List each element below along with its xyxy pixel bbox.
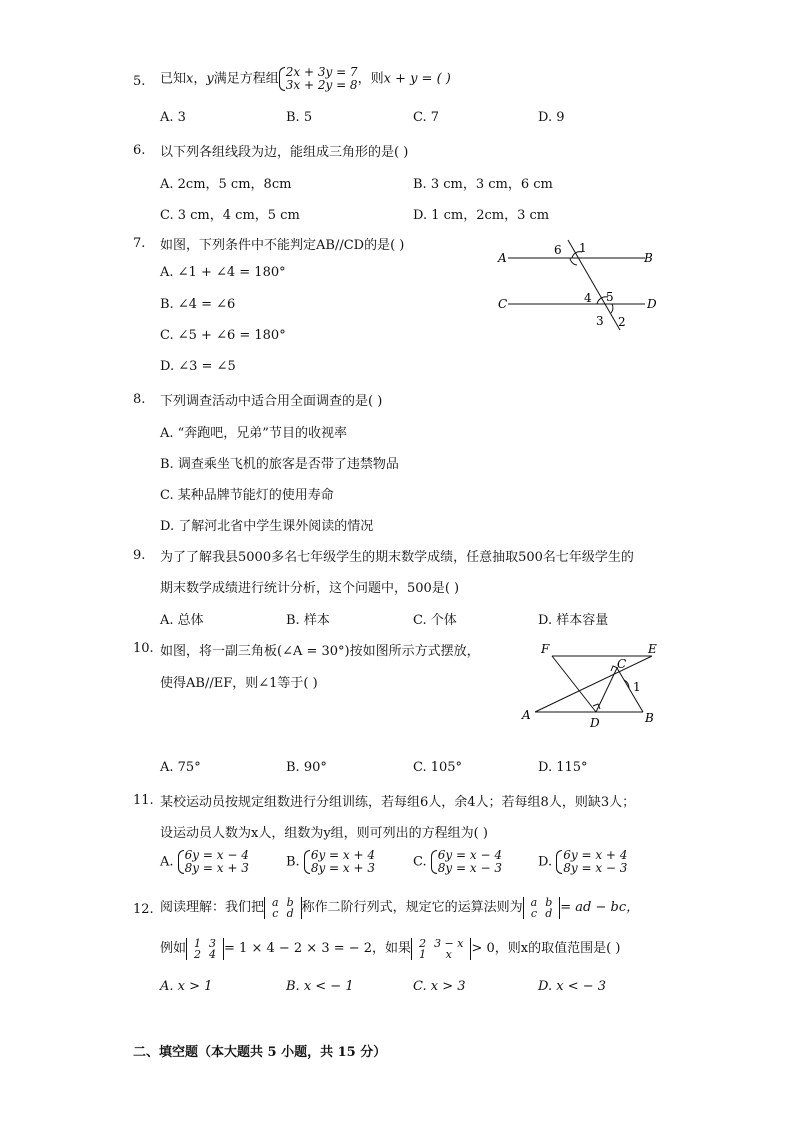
q6-option-b: B. 3 cm，3 cm，6 cm (413, 177, 553, 192)
q5-stem (160, 66, 451, 92)
q12-option-a: A. x > 1 (160, 979, 213, 994)
q10-option-a: A. 75° (160, 760, 201, 775)
q12-option-b: B. x < − 1 (286, 979, 354, 994)
q7-option-a: A. ∠1 + ∠4 = 180° (160, 265, 286, 280)
q12-text-4: 例如 (160, 941, 187, 956)
q11-option-c (413, 849, 502, 875)
q12-text-3: = ad − bc， (560, 900, 640, 915)
q5-option-d: D. 9 (538, 110, 565, 125)
q8-option-b: B. 调查乘坐飞机的旅客是否带了违禁物品 (160, 457, 399, 472)
q5-pre: 已知 (160, 71, 187, 87)
transversal (568, 240, 620, 330)
q6-option-a: A. 2cm，5 cm，8cm (160, 177, 292, 192)
q12-m1b-b: b (545, 895, 553, 909)
q10-option-b: B. 90° (286, 760, 327, 775)
arc-angle-6 (570, 258, 577, 265)
q9-option-d: D. 样本容量 (538, 613, 609, 628)
label-5: 5 (606, 290, 614, 304)
q10-figure (515, 640, 665, 735)
q12-m1b-a: a (530, 895, 538, 909)
q12-line1 (160, 896, 639, 919)
q7-stem: 如图，下列条件中不能判定AB//CD的是( ) (160, 238, 405, 253)
q7-option-d: D. ∠3 = ∠5 (160, 359, 236, 374)
q12-m3-b: 3 − x (434, 936, 464, 950)
q12-m1b-d: d (545, 906, 553, 920)
q11-c-eq1: 6y = x − 4 (437, 848, 502, 862)
q12-m2-d: 4 (209, 947, 217, 961)
label-4: 4 (584, 291, 592, 305)
label-b: B (644, 251, 653, 265)
q11-number: 11. (133, 793, 154, 808)
label-1: 1 (633, 680, 641, 694)
q11-option-c-system (431, 849, 502, 875)
q9-option-b: B. 样本 (286, 613, 330, 628)
q11-option-b-system (304, 849, 375, 875)
label-2: 2 (618, 315, 626, 329)
q12-m1-d: d (286, 906, 294, 920)
q6-number: 6. (133, 143, 146, 158)
q11-option-a (160, 849, 249, 875)
q5-var-x: x (186, 71, 194, 87)
q10-option-c: C. 105° (413, 760, 463, 775)
q8-option-a: A. “奔跑吧，兄弟”节目的收视率 (160, 426, 347, 441)
label-d: D (590, 716, 600, 730)
q8-option-d: D. 了解河北省中学生课外阅读的情况 (160, 519, 374, 534)
q5-eq1: 2x + 3y = 7 (285, 65, 358, 79)
q12-matrix-condition (411, 938, 471, 960)
q8-number: 8. (133, 392, 146, 407)
label-a: A (522, 708, 531, 722)
q9-stem-line2: 期末数学成绩进行统计分析，这个问题中，500是( ) (160, 581, 460, 596)
q12-m2-b: 3 (209, 936, 217, 950)
q9-stem-line1: 为了了解我县5000多名七年级学生的期末数学成绩，任意抽取500名七年级学生的 (160, 550, 634, 565)
q12-text-1: 阅读理解：我们把 (160, 900, 265, 915)
line-dc (596, 668, 617, 712)
q11-option-b (286, 849, 375, 875)
q11-d-eq1: 6y = x + 4 (563, 848, 628, 862)
q11-option-b-label: B. (286, 854, 300, 870)
q12-matrix-abcd-2 (523, 897, 561, 919)
q11-option-d-label: D. (538, 854, 553, 870)
q12-m3-d: x (445, 947, 452, 961)
q11-option-a-label: A. (160, 854, 174, 870)
q5-system (279, 66, 358, 92)
q9-option-a: A. 总体 (160, 613, 204, 628)
label-c: C (498, 297, 508, 311)
q6-option-c: C. 3 cm，4 cm，5 cm (160, 208, 300, 223)
line-fd (552, 656, 596, 712)
q10-stem-line2: 使得AB//EF，则∠1等于( ) (160, 676, 318, 691)
q5-sep: ， (193, 71, 207, 87)
q11-c-eq2: 8y = x − 3 (437, 861, 502, 875)
q12-text-6: > 0，则x的取值范围是( ) (471, 941, 621, 956)
q12-m1b-c: c (530, 906, 537, 920)
label-a: A (498, 251, 507, 265)
q11-d-eq2: 8y = x − 3 (563, 861, 628, 875)
q12-matrix-abcd (264, 897, 302, 919)
q11-option-d (538, 849, 627, 875)
q11-b-eq1: 6y = x + 4 (310, 848, 376, 862)
q5-post: ，则 (357, 71, 384, 87)
q12-option-d: D. x < − 3 (538, 979, 607, 994)
q11-option-a-system (178, 849, 249, 875)
q6-stem: 以下列各组线段为边，能组成三角形的是( ) (160, 145, 409, 160)
label-d: D (647, 297, 657, 311)
q11-option-d-system (556, 849, 627, 875)
label-e: E (648, 642, 657, 656)
q7-option-b: B. ∠4 = ∠6 (160, 297, 236, 312)
q8-stem: 下列调查活动中适合用全面调查的是( ) (160, 394, 383, 409)
q11-stem-line1: 某校运动员按规定组数进行分组训练，若每组6人，余4人；若每组8人，则缺3人； (160, 795, 636, 810)
q5-eq2: 3x + 2y = 8 (285, 78, 358, 92)
q12-m1-a: a (272, 895, 279, 909)
q11-a-eq2: 8y = x + 3 (184, 861, 249, 875)
q8-option-c: C. 某种品牌节能灯的使用寿命 (160, 488, 334, 503)
q12-m2-a: 1 (194, 936, 202, 950)
q10-option-d: D. 115° (538, 760, 588, 775)
q9-number: 9. (133, 548, 146, 563)
q10-number: 10. (133, 641, 154, 656)
q5-number: 5. (133, 74, 146, 89)
q5-var-y: y (206, 71, 214, 87)
q5-mid: 满足方程组 (213, 71, 279, 87)
q5-option-b: B. 5 (286, 110, 313, 125)
q12-text-5: = 1 × 4 − 2 × 3 = − 2，如果 (224, 941, 412, 956)
q5-expr: x + y = ( ) (383, 71, 451, 87)
label-c: C (617, 657, 627, 671)
q12-m1-b: b (286, 895, 294, 909)
q7-figure (490, 235, 670, 335)
q10-stem-line1: 如图，将一副三角板(∠A = 30°)按如图所示方式摆放， (160, 644, 480, 659)
label-1: 1 (579, 241, 587, 255)
q12-m3-a: 2 (419, 936, 427, 950)
arc-angle-2 (611, 304, 613, 313)
label-6: 6 (554, 243, 562, 257)
q12-option-c: C. x > 3 (413, 979, 466, 994)
label-3: 3 (596, 314, 604, 328)
q11-stem-line2: 设运动员人数为x人，组数为y组，则可列出的方程组为( ) (160, 826, 488, 841)
q12-number: 12. (133, 902, 154, 917)
label-f: F (541, 642, 550, 656)
q9-option-c: C. 个体 (413, 613, 457, 628)
label-b: B (645, 711, 654, 725)
q12-text-2: 称作二阶行列式，规定它的运算法则为 (301, 900, 523, 915)
section-2-heading: 二、填空题（本大题共 5 小题，共 15 分） (133, 1045, 387, 1060)
q6-option-d: D. 1 cm，2cm，3 cm (413, 208, 550, 223)
q12-line2 (160, 937, 620, 960)
q7-number: 7. (133, 236, 146, 251)
q12-m2-c: 2 (194, 947, 202, 961)
q12-m1-c: c (272, 906, 279, 920)
q11-option-c-label: C. (413, 854, 427, 870)
q5-option-a: A. 3 (160, 110, 186, 125)
q5-option-c: C. 7 (413, 110, 440, 125)
q12-matrix-example (186, 938, 224, 960)
q7-option-c: C. ∠5 + ∠6 = 180° (160, 328, 286, 343)
q12-m3-c: 1 (419, 947, 427, 961)
q11-a-eq1: 6y = x − 4 (184, 848, 249, 862)
q11-b-eq2: 8y = x + 3 (310, 861, 376, 875)
